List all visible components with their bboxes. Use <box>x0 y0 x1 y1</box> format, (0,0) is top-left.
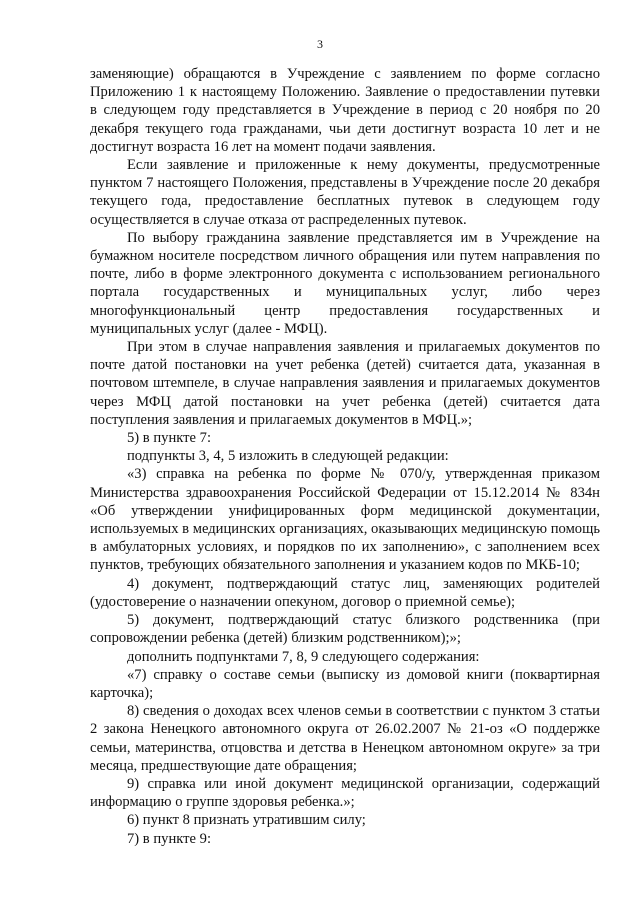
paragraph: 7) в пункте 9: <box>127 830 212 847</box>
paragraph: 8) сведения о доходах всех членов семьи в соответствии с пунктом 3 статьи 2 закона Ненецкого автономного округа от 26.02.2007 № 21-оз «О поддержке семьи, материнства, отцовства и детства в Ненецком автономном округе» за три месяца, предшествующие дате обращения; <box>90 703 600 774</box>
paragraph: подпункты 3, 4, 5 изложить в следующей редакции: <box>127 448 449 465</box>
paragraph: 5) документ, подтверждающий статус близкого родственника (при сопровождении ребенка (детей) близким родственником);»; <box>90 612 600 647</box>
paragraph: 9) справка или иной документ медицинской организации, содержащий информацию о группе здоровья ребенка.»; <box>90 775 600 811</box>
paragraph: При этом в случае направления заявления и прилагаемых документов по почте датой постановки на учет ребенка (детей) считается дата, указанная в почтовом штемпеле, в случае направления заявления и прилагаемых документов через МФЦ датой постановки на учет ребенка (детей) считается дата поступления заявления и прилагаемых документов в МФЦ.»; <box>90 339 600 428</box>
paragraph: Если заявление и приложенные к нему документы, предусмотренные пунктом 7 настоящего Положения, представлены в Учреждение после 20 декабря текущего года, предоставление бесплатных путевок в следующем году осуществляется в случае отказа от распределенных путевок. <box>90 157 600 228</box>
page-number: 3 <box>317 37 323 51</box>
paragraph: дополнить подпунктами 7, 8, 9 следующего содержания: <box>127 648 480 665</box>
paragraph: 5) в пункте 7: <box>127 430 212 447</box>
paragraph: 6) пункт 8 признать утратившим силу; <box>127 812 366 829</box>
paragraph: «7) справку о составе семьи (выписку из домовой книги (поквартирная карточка); <box>90 666 600 701</box>
paragraph: 4) документ, подтверждающий статус лиц, заменяющих родителей (удостоверение о назначении опекуном, договор о приемной семье); <box>90 575 600 610</box>
paragraph-continuation: заменяющие) обращаются в Учреждение с заявлением по форме согласно Приложению 1 к настоящему Положению. Заявление о предоставлении путевки в следующем году представляется в Учреждение в период с 20 ноября по 20 декабря текущего года гражданами, чьи дети достигнут возраста 10 лет и не достигнут возраста 16 лет на момент подачи заявления. <box>90 66 600 155</box>
document-body <box>90 65 600 848</box>
paragraph: «3) справка на ребенка по форме № 070/у, утвержденная приказом Министерства здравоохранения Российской Федерации от 15.12.2014 № 834н «Об утверждении унифицированных форм медицинской документации, используемых в медицинских организациях, оказывающих медицинскую помощь в амбулаторных условиях, и порядков по их заполнению», с заполнением всех пунктов, требующих обязательного заполнения и указанием кодов по МКБ-10; <box>90 466 600 574</box>
paragraph: По выбору гражданина заявление представляется им в Учреждение на бумажном носителе посредством личного обращения или путем направления по почте, либо в форме электронного документа с использованием регионального портала государственных и муниципальных услуг, либо через многофункциональный центр предоставления государственных и муниципальных услуг (далее - МФЦ). <box>90 229 600 337</box>
